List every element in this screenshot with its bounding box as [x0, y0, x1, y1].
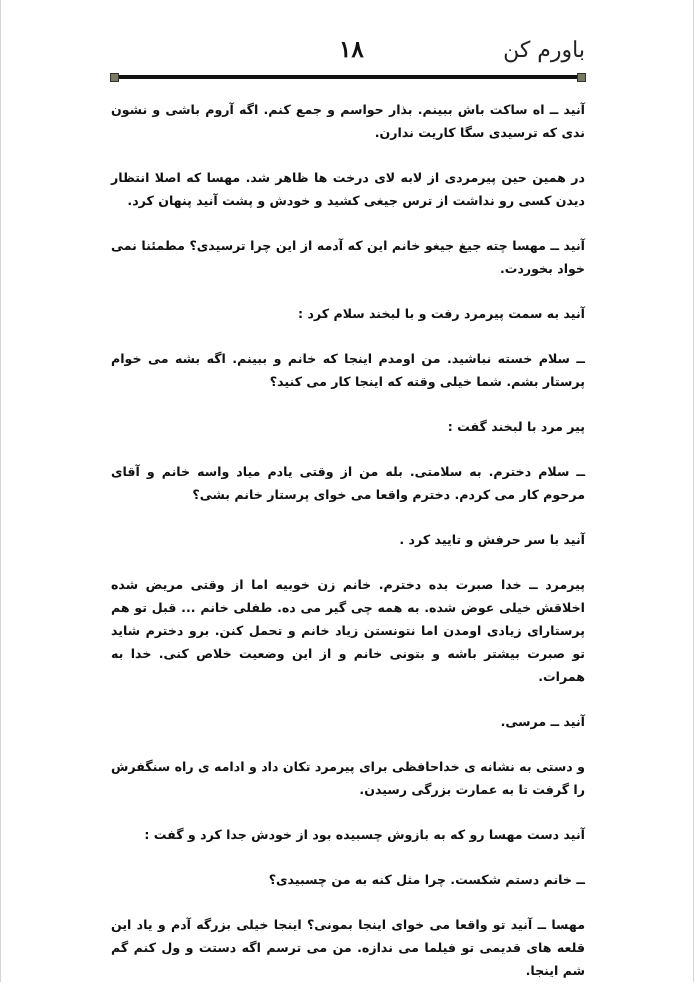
book-title: باورم کن: [503, 38, 585, 63]
paragraph: ــ خانم دستم شکست. چرا مثل کنه به من چسبیدی؟: [268, 872, 585, 887]
paragraph: در همین حین پیرمردی از لابه لای درخت ها ظاهر شد. مهسا که اصلا انتظار دیدن کسی رو نداشت از ترس جیغی کشید و خودش و پشت آنید پنهان کرد.: [111, 170, 585, 208]
paragraph: آنید ــ مرسی.: [500, 714, 585, 729]
page-body: [111, 98, 585, 1004]
page-number: ۱۸: [339, 36, 364, 63]
paragraph: آنید به سمت پیرمرد رفت و با لبخند سلام کرد :: [298, 306, 585, 321]
paragraph: مهسا ــ آنید تو واقعا می خوای اینجا بمونی؟ اینجا خیلی بزرگه آدم و یاد این قلعه های قدیمی تو فیلما می ندازه. من می ترسم اگه دستت و ول کنم گم شم اینجا.: [111, 917, 585, 978]
paragraph: ــ سلام دخترم. به سلامتی. بله من از وقتی یادم میاد واسه خانم و آقای مرحوم کار می کردم. دخترم واقعا می خوای پرستار خانم بشی؟: [111, 464, 585, 502]
paragraph: آنید دست مهسا رو که به بازوش چسبیده بود از خودش جدا کرد و گفت :: [144, 827, 585, 842]
paragraph: آنید ــ اه ساکت باش ببینم. بذار حواسم و جمع کنم. اگه آروم باشی و نشون ندی که ترسیدی سگا کاریت ندارن.: [111, 102, 585, 140]
paragraph: پیرمرد ــ خدا صبرت بده دخترم. خانم زن خوبیه اما از وقتی مریض شده اخلاقش خیلی عوض شده. به همه چی گیر می ده. طفلی خانم ... قبل تو هم پرستارای زیادی اومدن اما نتونستن زیاد خانم و تحمل کنن. برو دخترم شاید تو صبرت بیشتر باشه و بتونی خانم و از این وضعیت خلاص کنی. خدا به همرات.: [111, 577, 585, 684]
header-rule: [111, 75, 584, 79]
rule-right-ornament: [577, 73, 586, 82]
rule-left-ornament: [110, 73, 119, 82]
paragraph: پیر مرد با لبخند گفت :: [447, 419, 585, 434]
paragraph: آنید با سر حرفش و تایید کرد .: [399, 532, 585, 547]
paragraph: و دستی به نشانه ی خداحافظی برای پیرمرد تکان داد و ادامه ی راه سنگفرش را گرفت تا به عمارت بزرگی رسیدن.: [111, 759, 585, 797]
paragraph: آنید ــ مهسا چته جیغ جیغو خانم این که آدمه از این چرا ترسیدی؟ مطمئنا نمی خواد بخوردت.: [111, 238, 585, 276]
paragraph: ــ سلام خسته نباشید. من اومدم اینجا که خانم و ببینم. اگه بشه می خوام پرستار بشم. شما خیلی وقته که اینجا کار می کنید؟: [111, 351, 585, 389]
